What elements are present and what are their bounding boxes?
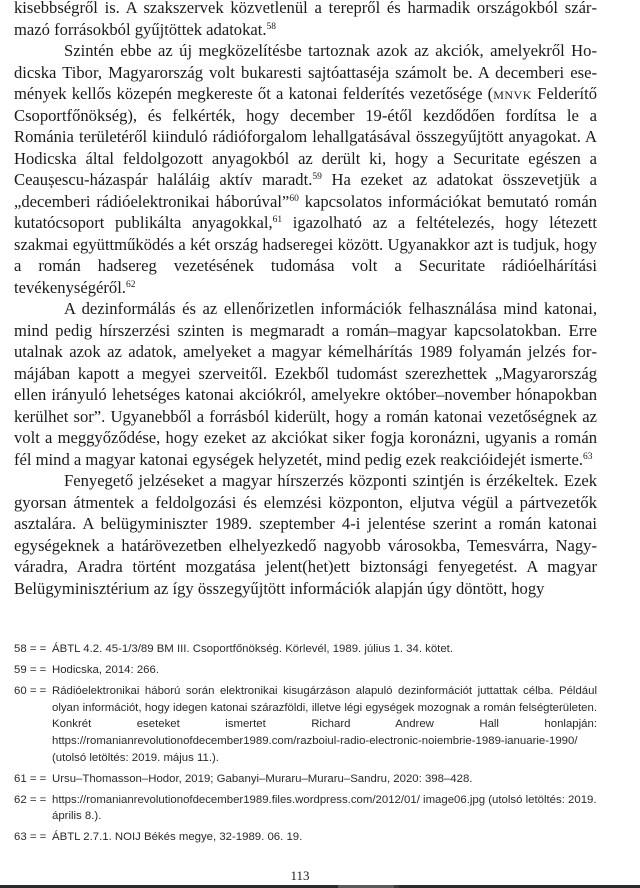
paragraph-text: Szintén ebbe az új megközelítésbe tartoznak azok az akciók, amelyekről Hodicska Tibor, Magyarország volt bukaresti sajtóattaséja számolt be. A decemberi események kellős közepén megkereste őt a katonai felderítés vezetősége ( bbox=[14, 41, 597, 103]
footnote-text: Ursu–Thomasson–Hodor, 2019; Gabanyi–Muraru–Muraru–Sandru, 2020: 398–428. bbox=[52, 772, 473, 785]
paragraph-text: A dezinformálás és az ellenőrizetlen információk felhasználása mind katonai, mind pedig hírszerzési szinten is megmaradt a román–magyar kapcsolatokban. Erre utalnak azok az adatok, amelyeket a magyar kémelhárítás 1989 folyamán jelzés formájában kapott a megyei szerveitől. Ezekből tudomást szerezhettek „Magyarország ellen irányuló lehetséges katonai akciókról, amelyekre október–november hónapokban kerülhet sor”. Ugyanebből a forrásból kiderült, hogy a román katonai vezetőségnek az volt a meggyőződése, hogy ezeket az akciókat siker fogja koronázni, ugyanis a román fél mind a magyar katonai egységek helyzetét, mind pedig ezek reakcióidejét ismerte. bbox=[14, 299, 597, 469]
footnote-item bbox=[14, 683, 597, 766]
footnote-reference[interactable]: 58 bbox=[266, 21, 277, 32]
footnote-number: 60 = = bbox=[14, 685, 47, 698]
body-paragraph bbox=[14, 470, 597, 599]
paragraph-text: igazolható az a feltételezés, hogy létezett szakmai együttműködés a két ország hadseregei között. Ugyanakkor azt is tudjuk, hogy a román hadsereg vezetésének tudomása volt a Securitate rádióelhárítási tevékenységéről. bbox=[14, 213, 598, 297]
footnote-text: ÁBTL 2.7.1. NOIJ Békés megye, 32-1989. 06. 19. bbox=[52, 831, 303, 844]
footnote-text: Hodicska, 2014: 266. bbox=[52, 664, 160, 677]
footnote-item bbox=[14, 641, 597, 658]
paragraph-text: kapcsolatos információkat bemutató román kutatócsoport publikálta anyagokkal, bbox=[14, 191, 597, 232]
footnote-item bbox=[14, 662, 597, 679]
body-paragraph bbox=[14, 0, 597, 40]
footnote-item bbox=[14, 792, 597, 825]
body-paragraph bbox=[14, 40, 597, 298]
footnote-item bbox=[14, 829, 597, 846]
abbreviation: mnvk bbox=[493, 84, 532, 103]
footnote-reference[interactable]: 59 bbox=[312, 172, 322, 182]
footnote-number: 63 = = bbox=[14, 831, 47, 844]
footnote-text: Rádióelektronikai háború során elektronikai kisugárzáson alapuló dezinformációt juttattak célba. Például olyan információt, hogy idegen katonai szárazföldi, illetve légi egységek mozognak a román felségterületen. Konkrét eseteket ismertet Richard Andrew Hall honlapján: https://romanianrevolutionofdecember1989.com/razboiul-radio-electronic-noiembrie-1989-ianuarie-1990/ (utolsó letöltés: 2019. május 11.). bbox=[52, 685, 597, 764]
paragraph-text: Felderítő Csoportfőnökség), és felkérték, hogy december 19-étől kezdődően fordítsa le a Románia területéről kiinduló rádióforgalom lehallgatásával összegyűjtött anyagokat. A Hodicska által feldolgozott anyagokból az derült ki, hogy a Securitate egészen a Ceaușescu-házaspár haláláig aktív maradt. bbox=[14, 84, 597, 189]
footnote-reference[interactable]: 62 bbox=[125, 279, 136, 290]
body-paragraph bbox=[14, 298, 597, 470]
page-number: 113 bbox=[290, 868, 310, 883]
footnote-reference[interactable]: 63 bbox=[583, 451, 593, 462]
footnote-item bbox=[14, 771, 597, 788]
footnote-text: https://romanianrevolutionofdecember1989.files.wordpress.com/2012/01/ image06.jpg (utolsó letöltés: 2019. április 8.). bbox=[52, 793, 597, 823]
footnote-number: 61 = = bbox=[14, 772, 47, 785]
paragraph-text: Fenyegető jelzéseket a magyar hírszerzés központi szintjén is érzékeltek. Ezek gyorsan átmentek a feldolgozási és elemzési központon, eljutva végül a pártvezetők asztalára. A belügyminiszter 1989. szeptember 4-i jelentése szerint a román katonai egységeknek a határövezetben elhelyezkedő nagyobb városokba, Temesvárra, Nagyváradra, Aradra történt mozgatása jelent(het)ett biztonsági fenyegetést. A magyar Belügyminisztérium az így összegyűjtött információk alapján úgy döntött, hogy bbox=[14, 471, 597, 598]
footnote-text: ÁBTL 4.2. 45-1/3/89 BM III. Csoportfőnökség. Körlevél, 1989. július 1. 34. kötet. bbox=[52, 643, 454, 655]
footnote-number: 59 = = bbox=[14, 664, 47, 677]
body-text bbox=[14, 0, 597, 599]
footnote-reference[interactable]: 61 bbox=[272, 215, 283, 225]
footnote-reference[interactable]: 60 bbox=[289, 193, 299, 204]
paragraph-text: kisebbségről is. A szakszervek közvetlenül a terepről és harmadik országokból származó forrásokból gyűjtöttek adatokat. bbox=[14, 0, 597, 39]
footnote-number: 58 = = bbox=[14, 643, 47, 655]
footnote-number: 62 = = bbox=[14, 793, 47, 806]
paragraph-text: Ha ezeket az adatokat összevetjük a „decemberi rádióelektronikai háborúval” bbox=[14, 170, 598, 211]
footnotes-section bbox=[14, 641, 597, 851]
